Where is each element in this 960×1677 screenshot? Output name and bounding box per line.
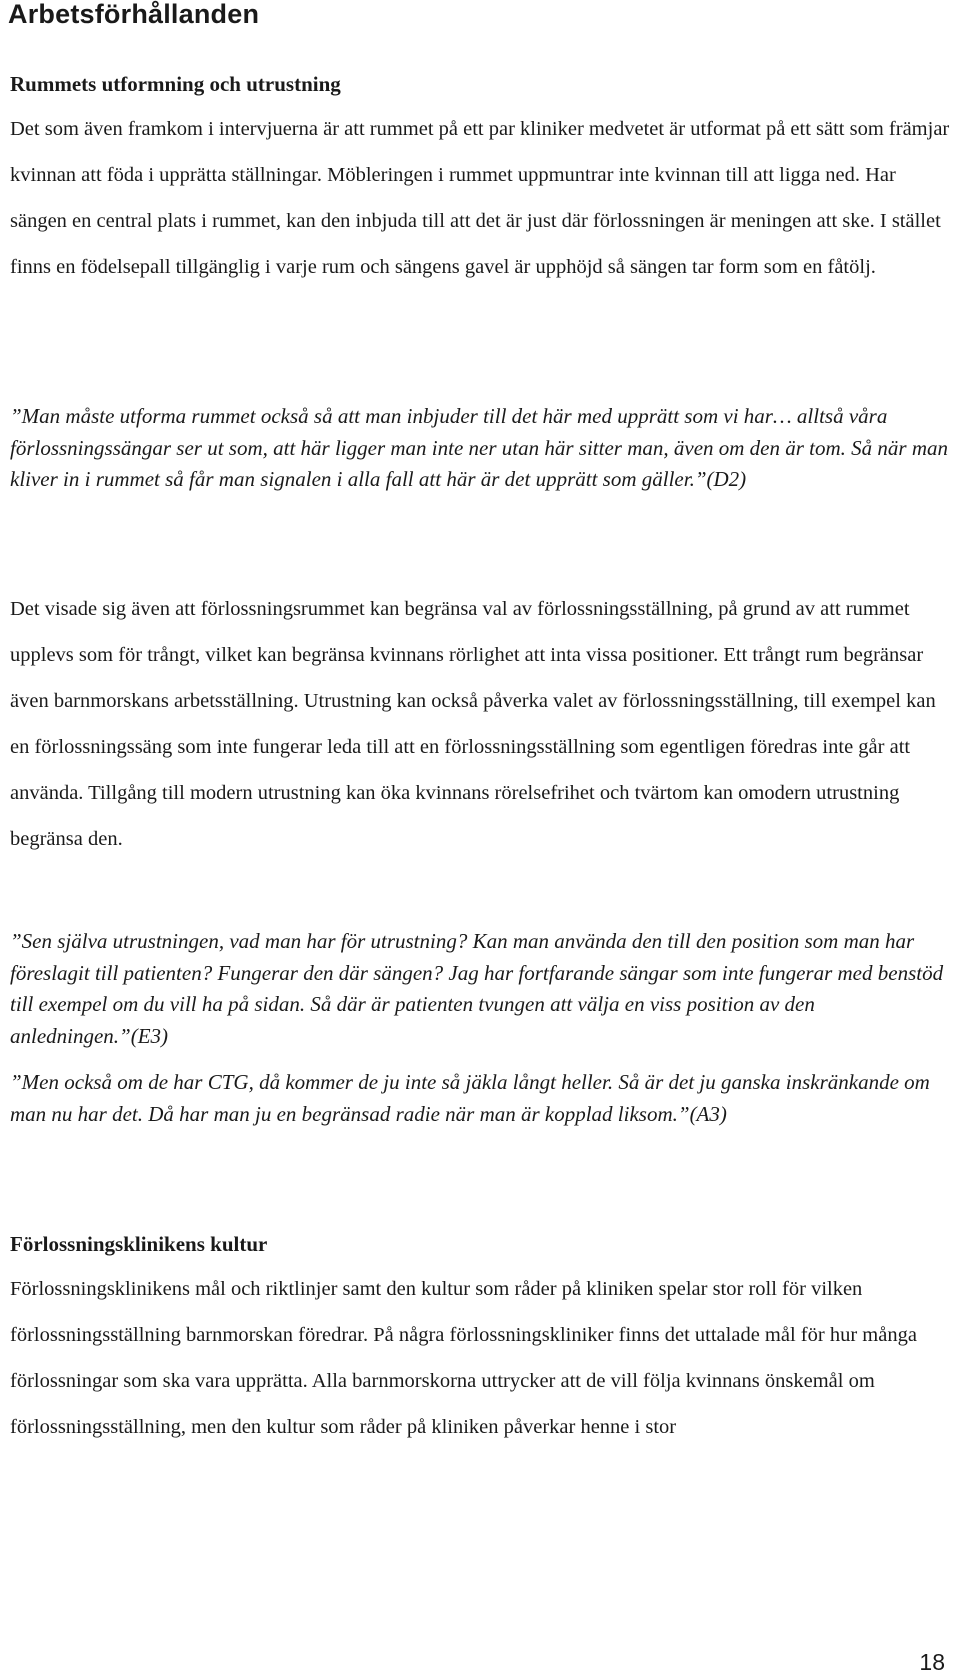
paragraph-room-design: Det som även framkom i intervjuerna är att rummet på ett par kliniker medvetet är utformat på ett sätt som främjar kvinnan att föda i upprätta ställningar. Möbleringen i rummet uppmuntrar inte kvinnan till att ligga ned. Har sängen en central plats i rummet, kan den inbjuda till att det är just där förlossningen är meningen att ske. I stället finns en födelsepall tillgänglig i varje rum och sängens gavel är upphöjd så sängen tar form som en fåtölj.	[10, 118, 950, 278]
section-heading-clinic-culture: Förlossningsklinikens kultur	[10, 1232, 268, 1256]
paragraph-room-constraints: Det visade sig även att förlossningsrummet kan begränsa val av förlossningsställning, på grund av att rummet upplevs som för trångt, vilket kan begränsa kvinnans rörlighet att inta vissa positioner. Ett trångt rum begränsar även barnmorskans arbetsställning. Utrustning kan också påverka valet av förlossningsställning, till exempel kan en förlossningssäng som inte fungerar leda till att en förlossningsställning som egentligen föredras inte går att använda. Tillgång till modern utrustning kan öka kvinnans rörelsefrihet och tvärtom kan omodern utrustning begränsa den.	[10, 598, 936, 850]
quote-d2: ”Man måste utforma rummet också så att man inbjuder till det här med upprätt som vi har… alltså våra förlossningssängar ser ut som, att här ligger man inte ner utan här sitter man, även om den är tom. Så när man kliver in i rummet så får man signalen i alla fall att här är det upprätt som gäller.”(D2)	[10, 404, 949, 491]
paragraph-clinic-culture: Förlossningsklinikens mål och riktlinjer samt den kultur som råder på kliniken spelar stor roll för vilken förlossningsställning barnmorskan föredrar. På några förlossningskliniker finns det uttalade mål för hur många förlossningar som ska vara upprätta. Alla barnmorskorna uttrycker att de vill följa kvinnans önskemål om förlossningsställning, men den kultur som råder på kliniken påverkar henne i stor	[10, 1278, 917, 1438]
quote-e3: ”Sen själva utrustningen, vad man har för utrustning? Kan man använda den till den position som man har föreslagit till patienten? Fungerar den där sängen? Jag har fortfarande sängar som inte fungerar med benstöd till exempel om du vill ha på sidan. Så där är patienten tvungen att välja en viss position av den anledningen.”(E3)	[10, 929, 944, 1048]
quote-a3: ”Men också om de har CTG, då kommer de ju inte så jäkla långt heller. Så är det ju ganska inskränkande om man nu har det. Då har man ju en begränsad radie när man är kopplad liksom.”(A3)	[10, 1070, 930, 1126]
page-title: Arbetsförhållanden	[8, 0, 260, 29]
section-heading-room-design: Rummets utformning och utrustning	[10, 72, 341, 96]
page-number: 18	[919, 1649, 945, 1675]
